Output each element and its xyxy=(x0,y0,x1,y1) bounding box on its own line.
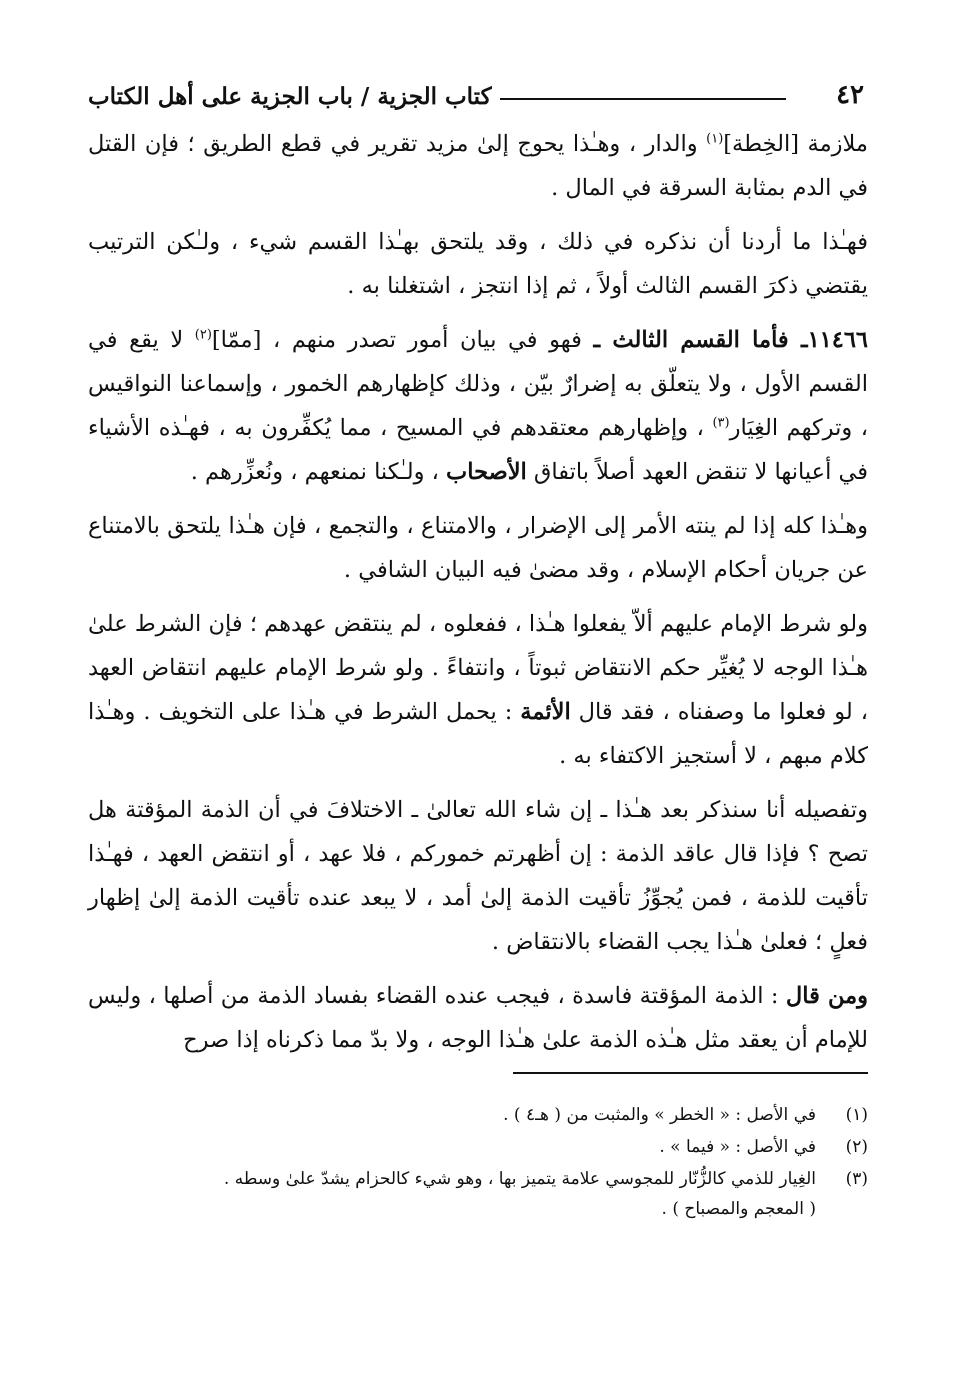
text-segment: وهـٰذا كله إذا لم ينته الأمر إلى الإضرار ، والامتناع ، والتجمع ، فإن هـٰذا يلتحق بالامتناع عن جريان أحكام الإسلام ، وقد مضىٰ فيه البيان الشافي . xyxy=(88,513,868,583)
paragraph xyxy=(88,788,868,964)
page-number: ٤٢ xyxy=(836,80,864,110)
header-rule xyxy=(500,98,786,100)
footnote-line: ( المعجم والمصباح ) . xyxy=(661,1199,816,1219)
text-segment: ، ولـٰكنا نمنعهم ، ونُعزِّرهم . xyxy=(190,459,447,485)
footnote-number: (١) xyxy=(845,1105,868,1125)
book-page xyxy=(88,68,868,1226)
paragraph xyxy=(88,504,868,592)
text-segment: ، وإظهارهم معتقدهم في المسيح ، مما يُكفِّرون به ، فهـٰذه الأشياء في أعيانها لا تنقض العهد أصلاً باتفاق xyxy=(88,415,868,485)
body-text xyxy=(88,122,868,1062)
bold-text: الأصحاب xyxy=(446,459,527,485)
bold-text: ومن قال xyxy=(785,983,868,1009)
footnote-rule xyxy=(513,1072,868,1074)
footnote xyxy=(88,1164,868,1224)
text-segment: لا يقع في القسم الأول ، ولا يتعلّق به إضرارٌ بيّن ، وذلك كإظهارهم الخمور ، وإسماعنا النواقيس ، وتركهم الغِيَار xyxy=(88,327,868,441)
footnote xyxy=(88,1132,868,1162)
text-segment: فهو في بيان أمور تصدر منهم ، [ممّا] xyxy=(211,327,594,353)
footnote-text xyxy=(88,1100,816,1130)
footnotes xyxy=(88,1100,868,1224)
page-header xyxy=(88,68,868,110)
footnote-text xyxy=(88,1132,816,1162)
bold-text: ١١٤٦٦ـ فأما القسم الثالث ـ xyxy=(593,327,868,353)
footnote xyxy=(88,1100,868,1130)
paragraph xyxy=(88,974,868,1062)
text-segment: : الذمة المؤقتة فاسدة ، فيجب عنده القضاء بفساد الذمة من أصلها ، وليس للإمام أن يعقد مثل هـٰذه الذمة علىٰ هـٰذا الوجه ، ولا بدّ مما ذكرناه إذا صرح xyxy=(88,983,868,1053)
text-segment: : يحمل الشرط في هـٰذا على التخويف . وهـٰذا كلام مبهم ، لا أستجيز الاكتفاء به . xyxy=(88,699,868,769)
text-segment: فهـٰذا ما أردنا أن نذكره في ذلك ، وقد يلتحق بهـٰذا القسم شيء ، ولـٰكن الترتيب يقتضي ذكرَ القسم الثالث أولاً ، ثم إذا انتجز ، اشتغلنا به . xyxy=(88,229,868,299)
text-segment: وتفصيله أنا سنذكر بعد هـٰذا ـ إن شاء الله تعالىٰ ـ الاختلافَ في أن الذمة المؤقتة هل تصح ؟ فإذا قال عاقد الذمة : إن أظهرتم خموركم ، فلا عهد ، أو انتقض العهد ، فهـٰذا تأقيت للذمة ، فمن يُجوِّزُ تأقيت الذمة إلىٰ أمد ، لا يبعد عنده تأقيت الذمة إلىٰ إظهار فعلٍ ؛ فعلىٰ هـٰذا يجب القضاء بالانتقاض . xyxy=(88,797,868,955)
footnote-marker: (٢) xyxy=(194,327,212,343)
paragraph xyxy=(88,318,868,494)
footnote-number: (٣) xyxy=(845,1169,868,1189)
footnote-number: (٢) xyxy=(845,1137,868,1157)
paragraph xyxy=(88,602,868,778)
paragraph xyxy=(88,220,868,308)
text-segment: ولو شرط الإمام عليهم ألاّ يفعلوا هـٰذا ، ففعلوه ، لم ينتقض عهدهم ؛ فإن الشرط علىٰ هـٰذا الوجه لا يُغيِّر حكم الانتقاض ثبوتاً ، وانتفاءً . ولو شرط الإمام عليهم انتقاض العهد ، لو فعلوا ما وصفناه ، فقد قال xyxy=(88,611,868,725)
bold-text: الأئمة xyxy=(520,699,571,725)
running-title: كتاب الجزية / باب الجزية على أهل الكتاب xyxy=(88,83,492,110)
footnote-marker: (٣) xyxy=(712,415,730,431)
paragraph xyxy=(88,122,868,210)
footnote-text xyxy=(88,1164,816,1224)
footnote-line: في الأصل : « فيما » . xyxy=(659,1137,816,1157)
footnote-line: في الأصل : « الخطر » والمثبت من ( هـ٤ ) . xyxy=(503,1105,816,1125)
text-segment: والدار ، وهـٰذا يحوج إلىٰ مزيد تقرير في قطع الطريق ؛ فإن القتل في الدم بمثابة السرقة في المال . xyxy=(88,131,868,201)
footnote-marker: (١) xyxy=(706,131,724,147)
footnote-line: الغِيار للذمي كالزُّنّار للمجوسي علامة يتميز بها ، وهو شيء كالحزام يشدّ علىٰ وسطه . xyxy=(223,1169,816,1189)
text-segment: ملازمة [الخِطة] xyxy=(723,131,868,157)
